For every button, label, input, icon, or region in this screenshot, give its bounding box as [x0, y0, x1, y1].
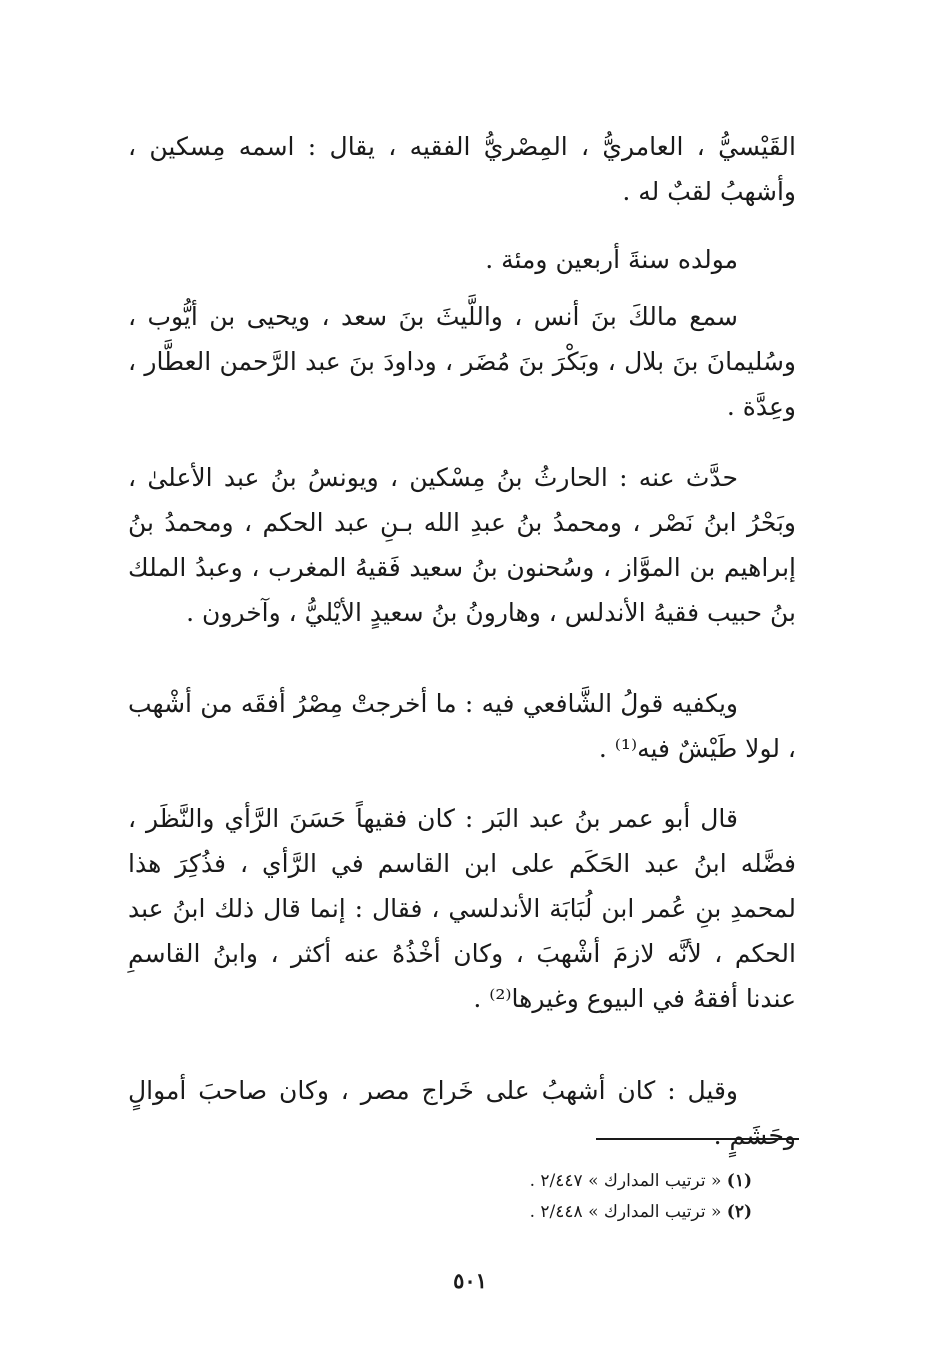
footnote-2-text: « ترتيب المدارك » ٢/٤٤٨ .	[529, 1202, 722, 1222]
paragraph-7: وقيل : كان أشهبُ على خَراج مصر ، وكان صاحبَ أموالٍ وحَشَمٍ .	[128, 1076, 796, 1150]
paragraph-2: مولده سنةَ أربعين ومئة .	[485, 245, 738, 274]
footnote-1-mark: (١)	[726, 1171, 752, 1191]
paragraph-5: ويكفيه قولُ الشَّافعي فيه : ما أخرجتْ مِصْرُ أفقَه من أشْهب ، لولا طَيْشٌ فيه⁽¹⁾ .	[128, 689, 796, 763]
footnote-2	[300, 1201, 752, 1223]
page-number: ٥٠١	[453, 1268, 487, 1293]
paragraph-3: سمع مالكَ بنَ أنس ، واللَّيثَ بنَ سعد ، ويحيى بن أيُّوب ، وسُليمانَ بنَ بلال ، وبَكْرَ بنَ مُضَر ، وداودَ بنَ عبد الرَّحمن العطَّار ، وعِدَّة .	[128, 302, 796, 421]
paragraph-1: القَيْسيُّ ، العامريُّ ، المِصْريُّ الفقيه ، يقال : اسمه مِسكين ، وأشهبُ لقبٌ له .	[128, 132, 796, 206]
footnote-separator	[596, 1138, 799, 1140]
footnote-1-text: « ترتيب المدارك » ٢/٤٤٧ .	[529, 1171, 722, 1191]
paragraph-4: حدَّث عنه : الحارثُ بنُ مِسْكين ، ويونسُ بنُ عبد الأعلىٰ ، وبَحْرُ ابنُ نَصْر ، ومحمدُ بنُ عبدِ الله بـنِ عبد الحكم ، ومحمدُ بنُ إبراهيم بن الموَّاز ، وسُحنون بنُ سعيد فَقيهُ المغرب ، وعبدُ الملك بنُ حبيب فقيهُ الأندلس ، وهارونُ بنُ سعيدٍ الأيْليُّ ، وآخرون .	[128, 463, 796, 627]
footnote-2-mark: (٢)	[726, 1202, 752, 1222]
paragraph-6: قال أبو عمر بنُ عبد البَر : كان فقيهاً حَسَنَ الرَّأي والنَّظَر ، فضَّله ابنُ عبد الحَكَم على ابن القاسم في الرَّأي ، فذُكِرَ هذا لمحمدِ بنِ عُمر ابن لُبَابَة الأندلسي ، فقال : إنما قال ذلك ابنُ عبد الحكم ، لأنَّه لازمَ أشْهبَ ، وكان أخْذُهُ عنه أكثر ، وابنُ القاسمِ عندنا أفقهُ في البيوع وغيرها⁽²⁾ .	[128, 804, 796, 1013]
footnote-1	[300, 1170, 752, 1192]
